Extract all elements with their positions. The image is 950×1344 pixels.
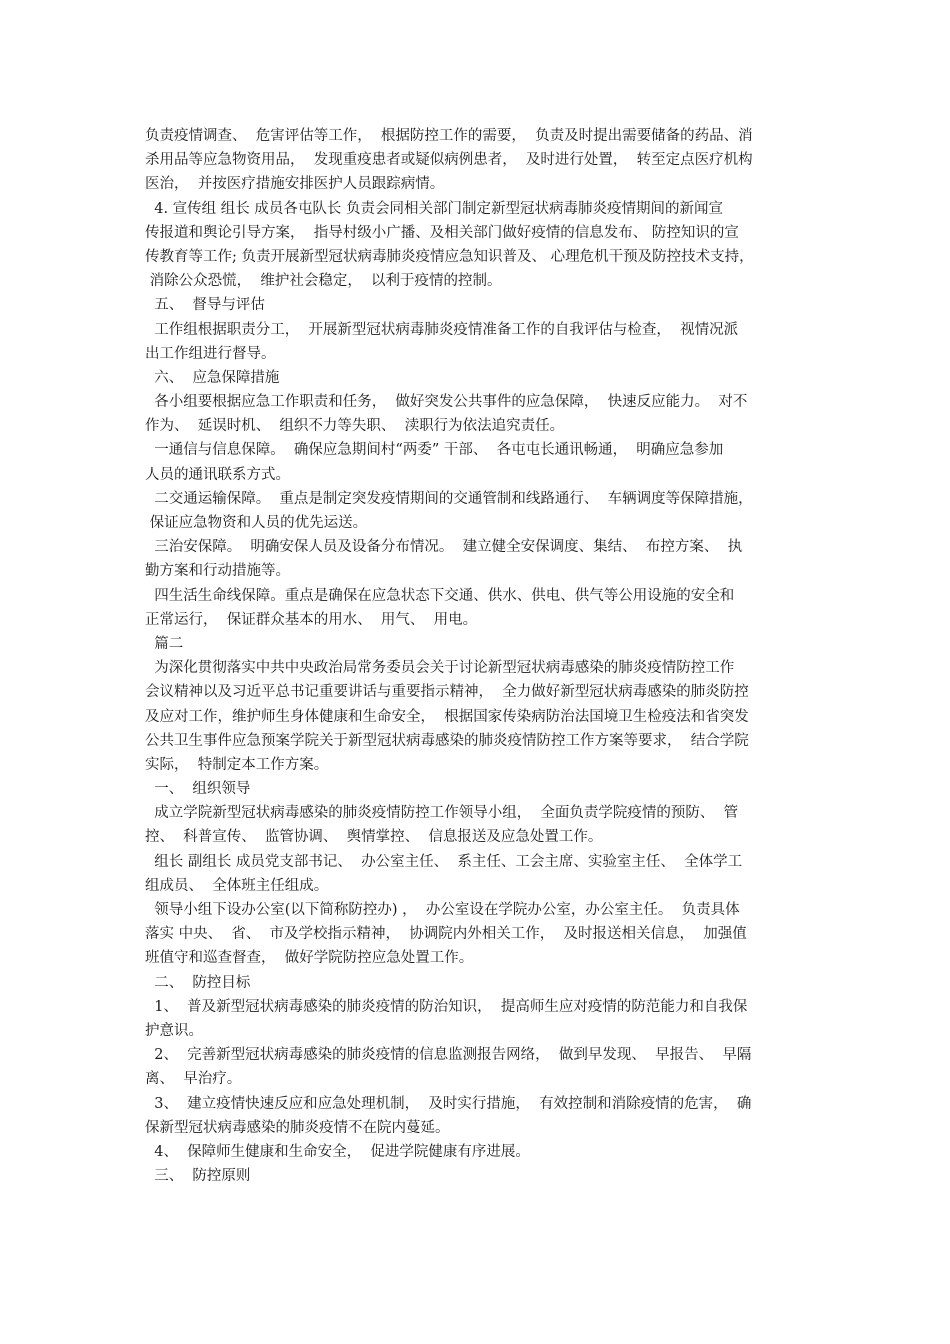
text-line: 4. 宣传组 组长 成员各屯队长 负责会同相关部门制定新型冠状病毒肺炎疫情期间的新闻宣: [145, 200, 723, 217]
text-line: 正常运行， 保证群众基本的用水、 用气、 用电。: [145, 611, 478, 628]
text-line: 4、 保障师生健康和生命安全， 促进学院健康有序进展。: [145, 1143, 530, 1160]
text-line: 二交通运输保障。 重点是制定突发疫情期间的交通管制和线路通行、 车辆调度等保障措施，: [145, 490, 753, 507]
text-line: 传教育等工作; 负责开展新型冠状病毒肺炎疫情应急知识普及、 心理危机干预及防控技术支持，: [145, 248, 754, 265]
text-line: 六、 应急保障措施: [145, 369, 280, 386]
text-line: 各小组要根据应急工作职责和任务， 做好突发公共事件的应急保障， 快速反应能力。 对不: [145, 394, 748, 411]
text-line: 一通信与信息保障。 确保应急期间村“两委” 干部、 各屯屯长通讯畅通， 明确应急参加: [145, 442, 724, 459]
text-line: 控、 科普宣传、 监管协调、 舆情掌控、 信息报送及应急处置工作。: [145, 829, 603, 846]
text-line: 领导小组下设办公室(以下简称防控办) ， 办公室设在学院办公室，办公室主任。 负责具体: [145, 902, 740, 918]
text-line: 杀用品等应急物资用品， 发现重疫患者或疑似病例患者， 及时进行处置， 转至定点医疗机构: [145, 152, 753, 169]
text-line: 公共卫生事件应急预案学院关于新型冠状病毒感染的肺炎疫情防控工作方案等要求， 结合学院: [145, 732, 749, 749]
text-line: 班值守和巡查督查， 做好学院防控应急处置工作。: [145, 950, 474, 967]
text-line: 出工作组进行督导。: [145, 345, 276, 362]
text-line: 一、 组织领导: [145, 781, 251, 798]
text-line: 成立学院新型冠状病毒感染的肺炎疫情防控工作领导小组， 全面负责学院疫情的预防、 管: [145, 805, 739, 822]
text-line: 消除公众恐慌， 维护社会稳定， 以利于疫情的控制。: [145, 273, 502, 290]
text-line: 四生活生命线保障。重点是确保在应急状态下交通、供水、供电、供气等公用设施的安全和: [145, 587, 735, 604]
text-line: 三、 防控原则: [145, 1168, 251, 1185]
text-line: 勤方案和行动措施等。: [145, 563, 290, 580]
text-line: 工作组根据职责分工， 开展新型冠状病毒肺炎疫情准备工作的自我评估与检查， 视情况派: [145, 321, 739, 338]
text-line: 离、 早治疗。: [145, 1071, 242, 1088]
text-line: 保新型冠状病毒感染的肺炎疫情不在院内蔓延。: [145, 1119, 450, 1136]
text-line: 1、 普及新型冠状病毒感染的肺炎疫情的防治知识， 提高师生应对疫情的防范能力和自我保: [145, 998, 748, 1015]
text-line: 实际， 特制定本工作方案。: [145, 756, 329, 773]
text-line: 篇二: [145, 635, 184, 652]
text-line: 保证应急物资和人员的优先运送。: [145, 515, 368, 531]
text-line: 组成员、 全体班主任组成。: [145, 877, 329, 894]
text-line: 传报道和舆论引导方案， 指导村级小广播、及相关部门做好疫情的信息发布、 防控知识的宣: [145, 224, 739, 241]
text-line: 五、 督导与评估: [145, 297, 265, 314]
document-body: [145, 124, 815, 1188]
text-line: 护意识。: [145, 1022, 203, 1039]
text-line: 会议精神以及习近平总书记重要讲话与重要指示精神， 全力做好新型冠状病毒感染的肺炎防控: [145, 684, 749, 701]
text-line: 3、 建立疫情快速反应和应急处理机制， 及时实行措施， 有效控制和消除疫情的危害， 确: [145, 1095, 752, 1112]
text-line: 二、 防控目标: [145, 974, 251, 991]
text-line: 2、 完善新型冠状病毒感染的肺炎疫情的信息监测报告网络， 做到早发现、 早报告、 早隔: [145, 1047, 752, 1064]
text-line: 人员的通讯联系方式。: [145, 466, 290, 483]
text-line: 组长 副组长 成员党支部书记、 办公室主任、 系主任、工会主席、实验室主任、 全体学工: [145, 853, 743, 870]
text-line: 作为、 延误时机、 组织不力等失职、 渎职行为依法追究责任。: [145, 418, 565, 435]
text-line: 医治， 并按医疗措施安排医护人员跟踪病情。: [145, 176, 445, 193]
text-line: 落实 中央、 省、 市及学校指示精神， 协调院内外相关工作， 及时报送相关信息， 加强值: [145, 926, 747, 943]
text-line: 为深化贯彻落实中共中央政治局常务委员会关于讨论新型冠状病毒感染的肺炎疫情防控工作: [145, 660, 735, 677]
text-line: 三治安保障。 明确安保人员及设备分布情况。 建立健全安保调度、集结、 布控方案、 执: [145, 539, 743, 556]
text-line: 及应对工作，维护师生身体健康和生命安全， 根据国家传染病防治法国境卫生检疫法和省突发: [145, 708, 749, 725]
text-line: 负责疫情调查、 危害评估等工作， 根据防控工作的需要， 负责及时提出需要储备的药品、消: [145, 128, 753, 144]
